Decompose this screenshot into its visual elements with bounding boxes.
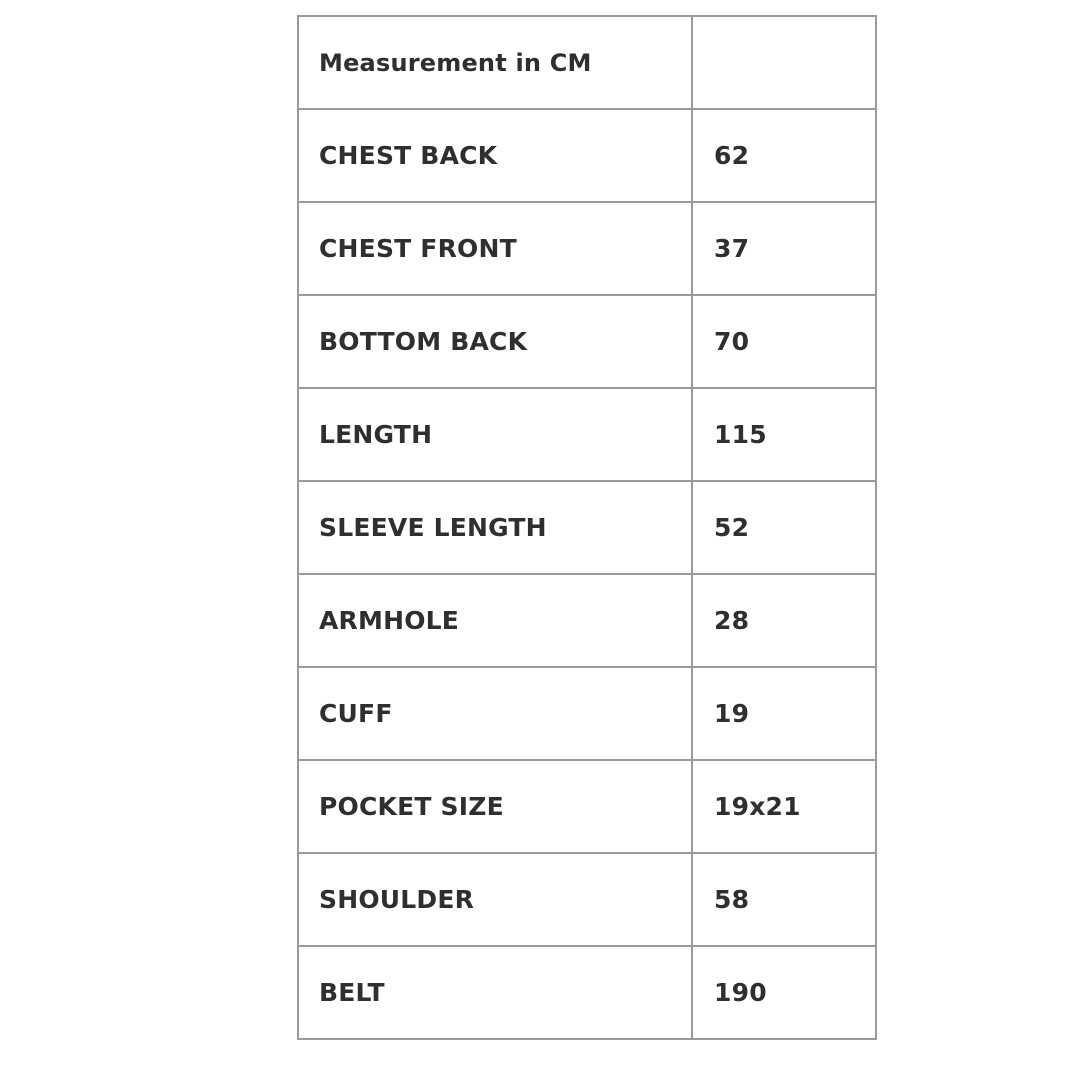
measurement-value: 37 [692,202,876,295]
measurement-value: 62 [692,109,876,202]
measurement-value: 70 [692,295,876,388]
measurement-label: SHOULDER [298,853,692,946]
header-label-cell: Measurement in CM [298,16,692,109]
measurement-value: 19x21 [692,760,876,853]
table-row [298,574,876,667]
table-row [298,760,876,853]
measurement-value: 52 [692,481,876,574]
table-row [298,202,876,295]
measurement-label: BOTTOM BACK [298,295,692,388]
table-row [298,481,876,574]
measurement-value: 190 [692,946,876,1039]
table-row [298,667,876,760]
table-row [298,388,876,481]
measurement-label: ARMHOLE [298,574,692,667]
measurement-label: CHEST BACK [298,109,692,202]
table-row [298,295,876,388]
table-row [298,853,876,946]
measurement-label: BELT [298,946,692,1039]
measurement-value: 58 [692,853,876,946]
table-row [298,946,876,1039]
measurement-value: 115 [692,388,876,481]
header-value-cell [692,16,876,109]
measurement-label: POCKET SIZE [298,760,692,853]
measurement-label: CHEST FRONT [298,202,692,295]
measurement-label: CUFF [298,667,692,760]
measurement-value: 28 [692,574,876,667]
table-header-row [298,16,876,109]
measurement-table [297,15,877,1040]
measurement-value: 19 [692,667,876,760]
table-row [298,109,876,202]
measurement-label: LENGTH [298,388,692,481]
measurement-label: SLEEVE LENGTH [298,481,692,574]
